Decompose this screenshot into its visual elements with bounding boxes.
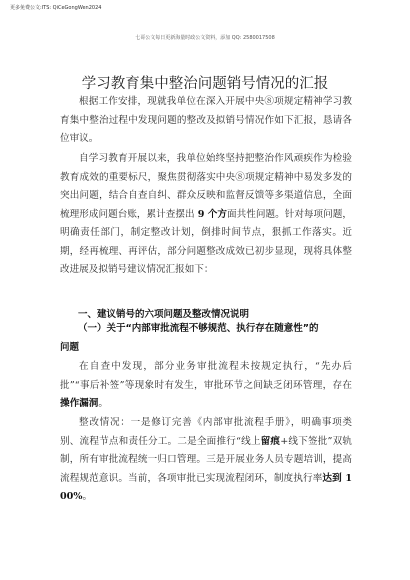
rectification-text-a: 整改情况：一是修订完善《内部审批流程手册》，明确事项类别、流程节点和责任分工。二是全面推行“线上 xyxy=(60,417,352,447)
rectification-block xyxy=(60,414,352,507)
problem-paragraph xyxy=(60,358,352,414)
subsection-heading-1-line2: 问题 xyxy=(60,341,80,353)
overview-text-b: 面共性问题。针对每项问题，明确责任部门，制定整改计划，倒排时间节点，狠抓工作落实。近期，经再梳理、再评估，部分问题整改成效已初步显现，现将具体整改进展及拟销号建议情况汇报如下： xyxy=(60,208,352,275)
overview-count: 9 个方 xyxy=(197,208,227,220)
rectification-text-c: 。 xyxy=(82,491,93,502)
rectification-paragraph xyxy=(60,414,352,507)
document-title: 学习教育集中整治问题销号情况的汇报 xyxy=(81,76,329,92)
section-heading-1: 一、建议销号的六项问题及整改情况说明 xyxy=(78,309,250,320)
problem-block xyxy=(60,358,352,414)
intro-block xyxy=(60,93,352,149)
problem-text-b: 。 xyxy=(98,398,108,409)
problem-text-a: 在自查中发现，部分业务审批流程未按规定执行，“先办后批”“事后补签”等现象时有发生，审批环节之间缺乏闭环管理，存在 xyxy=(60,361,352,391)
overview-paragraph xyxy=(60,150,352,280)
rectification-emphasis-1: 留痕 xyxy=(260,435,281,447)
subsection-heading-1-line1: （一）关于“内部审批流程不够规范、执行存在随意性”的 xyxy=(78,323,319,334)
overview-block xyxy=(60,150,352,280)
rectification-text-b: +线下签批”双轨制，所有审批流程统一归口管理。三是开展业务人员专题培训，提高流程规范意识。当前，各项审批已实现流程闭环，制度执行率 xyxy=(60,435,352,484)
overview-text-a: 自学习教育开展以来，我单位始终坚持把整治作风顽疾作为检验教育成效的重要标尺，聚焦贯彻落实中央⑧项规定精神中易发多发的突出问题，结合自查自纠、群众反映和监督反馈等多渠道信息，全面梳理形成问题台账，累计查摆出 xyxy=(60,153,352,220)
header-source-note: 更多免费公文:ITS: QiCeGongWen2024 xyxy=(10,5,102,11)
problem-emphasis: 操作漏洞 xyxy=(60,398,99,409)
header-ad-note: 七哥公文每日更新海量时政公文资料，添加 QQ: 2580017508 xyxy=(135,35,275,41)
rectification-emphasis-2: 达到 100% xyxy=(60,472,353,502)
intro-paragraph: 根据工作安排，现就我单位在深入开展中央⑧项规定精神学习教育集中整治过程中发现问题的整改及拟销号情况作如下汇报，恳请各位审议。 xyxy=(60,96,352,144)
subsection-heading-1 xyxy=(60,320,353,357)
